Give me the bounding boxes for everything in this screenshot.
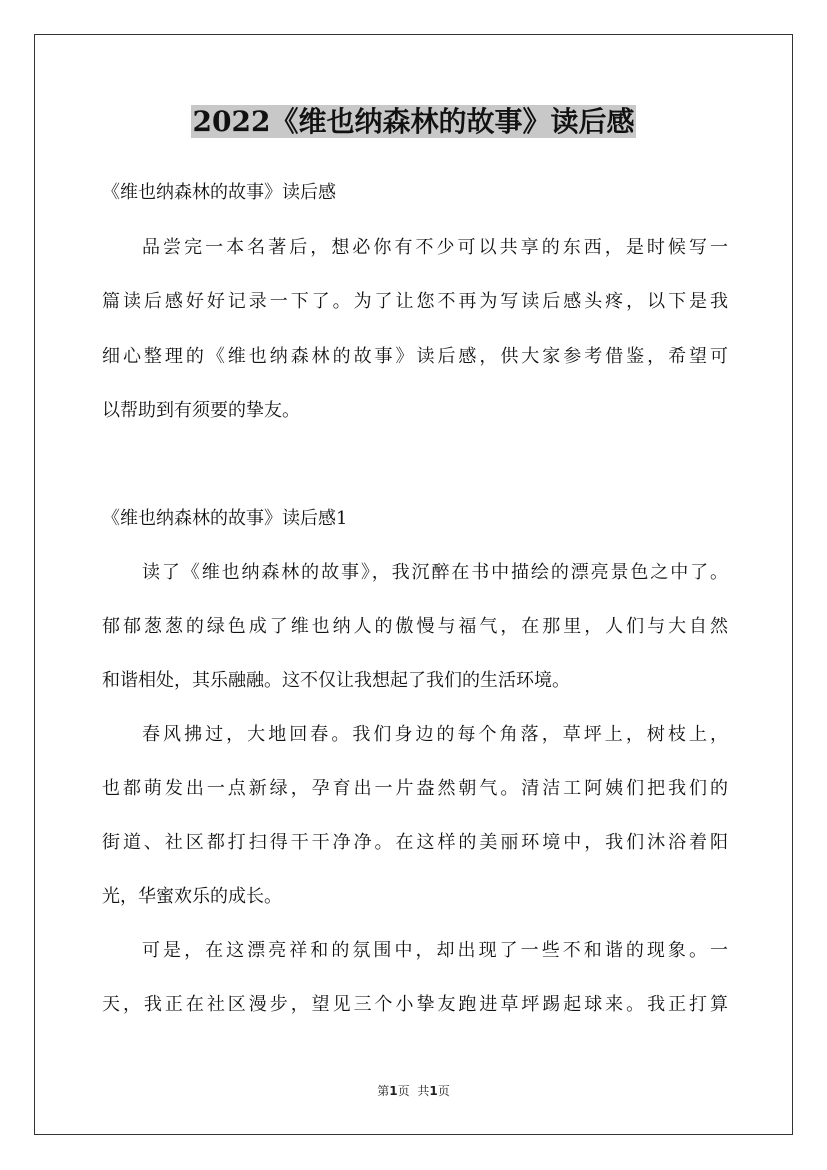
footer-page-number: 1 [389, 1084, 398, 1098]
footer-total-suffix: 页 [437, 1084, 450, 1098]
footer-page-prefix: 第 [377, 1084, 390, 1098]
paragraph-line: 也都萌发出一点新绿，孕育出一片盎然朝气。清洁工阿姨们把我们的 [102, 778, 728, 799]
footer-page-suffix: 页 [397, 1084, 410, 1098]
paragraph-line: 街道、社区都打扫得干干净净。在这样的美丽环境中，我们沐浴着阳 [102, 832, 728, 853]
section-heading: 《维也纳森林的故事》读后感1 [102, 508, 348, 529]
footer-total-prefix: 共 [417, 1084, 430, 1098]
paragraph-line: 和谐相处，其乐融融。这不仅让我想起了我们的生活环境。 [102, 670, 570, 691]
subtitle: 《维也纳森林的故事》读后感 [102, 182, 336, 203]
intro-line: 细心整理的《维也纳森林的故事》读后感，供大家参考借鉴，希望可 [102, 346, 728, 367]
intro-line: 以帮助到有须要的挚友。 [102, 400, 300, 421]
paragraph-line: 读了《维也纳森林的故事》，我沉醉在书中描绘的漂亮景色之中了。 [142, 562, 728, 583]
footer-total-number: 1 [429, 1084, 438, 1098]
page-footer [0, 1082, 827, 1100]
paragraph-line: 郁郁葱葱的绿色成了维也纳人的傲慢与福气，在那里，人们与大自然 [102, 616, 728, 637]
paragraph-line: 光，华蜜欢乐的成长。 [102, 886, 282, 907]
intro-line: 篇读后感好好记录一下了。为了让您不再为写读后感头疼，以下是我 [102, 291, 728, 312]
intro-line: 品尝完一本名著后，想必你有不少可以共享的东西，是时候写一 [142, 237, 728, 258]
paragraph-line: 可是，在这漂亮祥和的氛围中，却出现了一些不和谐的现象。一 [142, 940, 728, 961]
paragraph-line: 天，我正在社区漫步，望见三个小挚友跑进草坪踢起球来。我正打算 [102, 994, 728, 1015]
paragraph-line: 春风拂过，大地回春。我们身边的每个角落，草坪上，树枝上， [142, 724, 728, 745]
document-title: 2022《维也纳森林的故事》读后感 [192, 105, 635, 138]
